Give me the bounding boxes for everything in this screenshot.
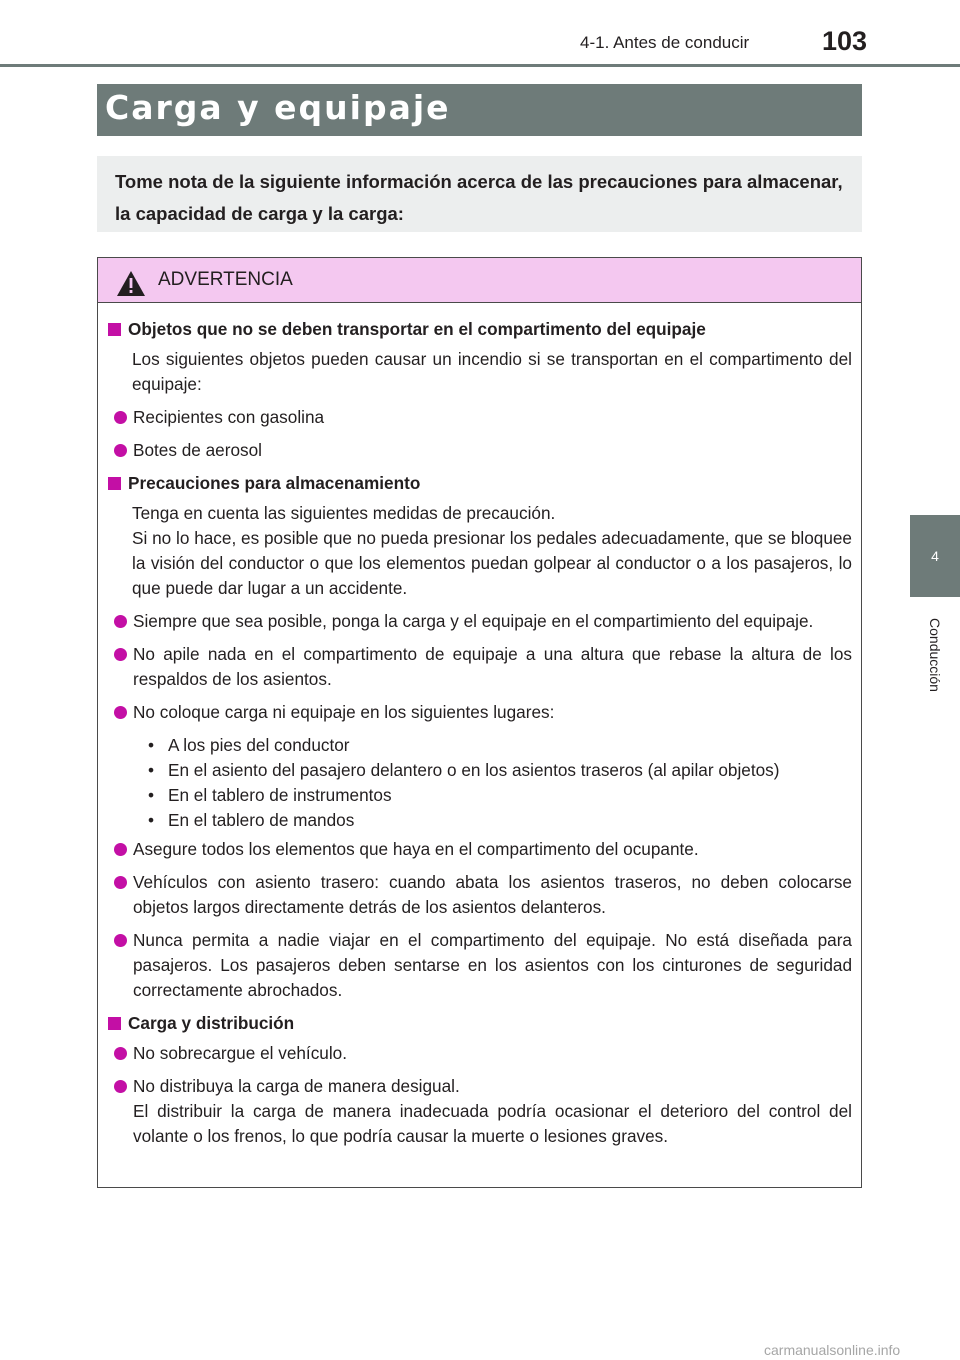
list-item: No coloque carga ni equipaje en los siguientes lugares: [108, 700, 852, 725]
list-item: No apile nada en el compartimento de equipaje a una altura que rebase la altura de los respaldos de los asientos. [108, 642, 852, 692]
warning-triangle-icon [116, 270, 146, 302]
paragraph: Si no lo hace, es posible que no pueda presionar los pedales adecuadamente, que se bloquee la visión del conductor o que los elementos puedan golpear al conductor o a los pasajeros, lo que puede dar lugar a un accidente. [132, 528, 852, 598]
page-number: 103 [822, 26, 868, 56]
square-bullet-icon [108, 477, 121, 490]
sub-list-item: • En el asiento del pasajero delantero o en los asientos traseros (al apilar objetos) [148, 760, 780, 780]
square-bullet-icon [108, 323, 121, 336]
list-item: Vehículos con asiento trasero: cuando abata los asientos traseros, no deben colocarse objetos largos directamente detrás de los asientos delanteros. [108, 870, 852, 920]
sub-list [148, 733, 852, 833]
paragraph: Tenga en cuenta las siguientes medidas de precaución. [132, 503, 556, 523]
list-item: Asegure todos los elementos que haya en el compartimento del ocupante. [108, 837, 852, 862]
list-item: No distribuya la carga de manera desigual. El distribuir la carga de manera inadecuada podría ocasionar el deterioro del control del volante o los frenos, lo que podría causar la muerte o lesiones graves. [108, 1074, 852, 1149]
circle-bullet-icon [114, 706, 127, 719]
sub-list-item: • En el tablero de mandos [148, 810, 355, 830]
intro-box: Tome nota de la siguiente información acerca de las precauciones para almacenar, la capacidad de carga y la carga: [97, 156, 862, 232]
header-rule [0, 64, 960, 67]
chapter-tab-label: Conducción [927, 618, 943, 692]
sub-list-item: • En el tablero de instrumentos [148, 785, 392, 805]
paragraph: Los siguientes objetos pueden causar un incendio si se transportan en el compartimento del equipaje: [132, 349, 852, 394]
section-heading: Carga y distribución [108, 1011, 852, 1036]
circle-bullet-icon [114, 934, 127, 947]
chapter-tab[interactable]: 4 [910, 515, 960, 597]
circle-bullet-icon [114, 1080, 127, 1093]
warning-body [98, 303, 861, 1149]
section-label: 4-1. Antes de conducir [580, 33, 750, 52]
warning-header [98, 258, 861, 303]
page-title: Carga y equipaje [105, 88, 451, 127]
list-item: Siempre que sea posible, ponga la carga y el equipaje en el compartimiento del equipaje. [108, 609, 852, 634]
circle-bullet-icon [114, 615, 127, 628]
sub-list-item: • A los pies del conductor [148, 735, 350, 755]
watermark: carmanualsonline.info [764, 1342, 901, 1358]
circle-bullet-icon [114, 444, 127, 457]
list-item: No sobrecargue el vehículo. [108, 1041, 852, 1066]
warning-box [97, 257, 862, 1188]
circle-bullet-icon [114, 1047, 127, 1060]
list-item: Botes de aerosol [108, 438, 852, 463]
list-item: Nunca permita a nadie viajar en el compartimento del equipaje. No está diseñada para pasajeros. Los pasajeros deben sentarse en los asientos con los cinturones de seguridad correctamente abrochados. [108, 928, 852, 1003]
list-item: Recipientes con gasolina [108, 405, 852, 430]
section-heading: Objetos que no se deben transportar en el compartimento del equipaje [108, 317, 852, 342]
section-heading: Precauciones para almacenamiento [108, 471, 852, 496]
circle-bullet-icon [114, 648, 127, 661]
circle-bullet-icon [114, 411, 127, 424]
circle-bullet-icon [114, 876, 127, 889]
title-bar [97, 84, 862, 136]
warning-title: ADVERTENCIA [158, 269, 293, 290]
square-bullet-icon [108, 1017, 121, 1030]
circle-bullet-icon [114, 843, 127, 856]
